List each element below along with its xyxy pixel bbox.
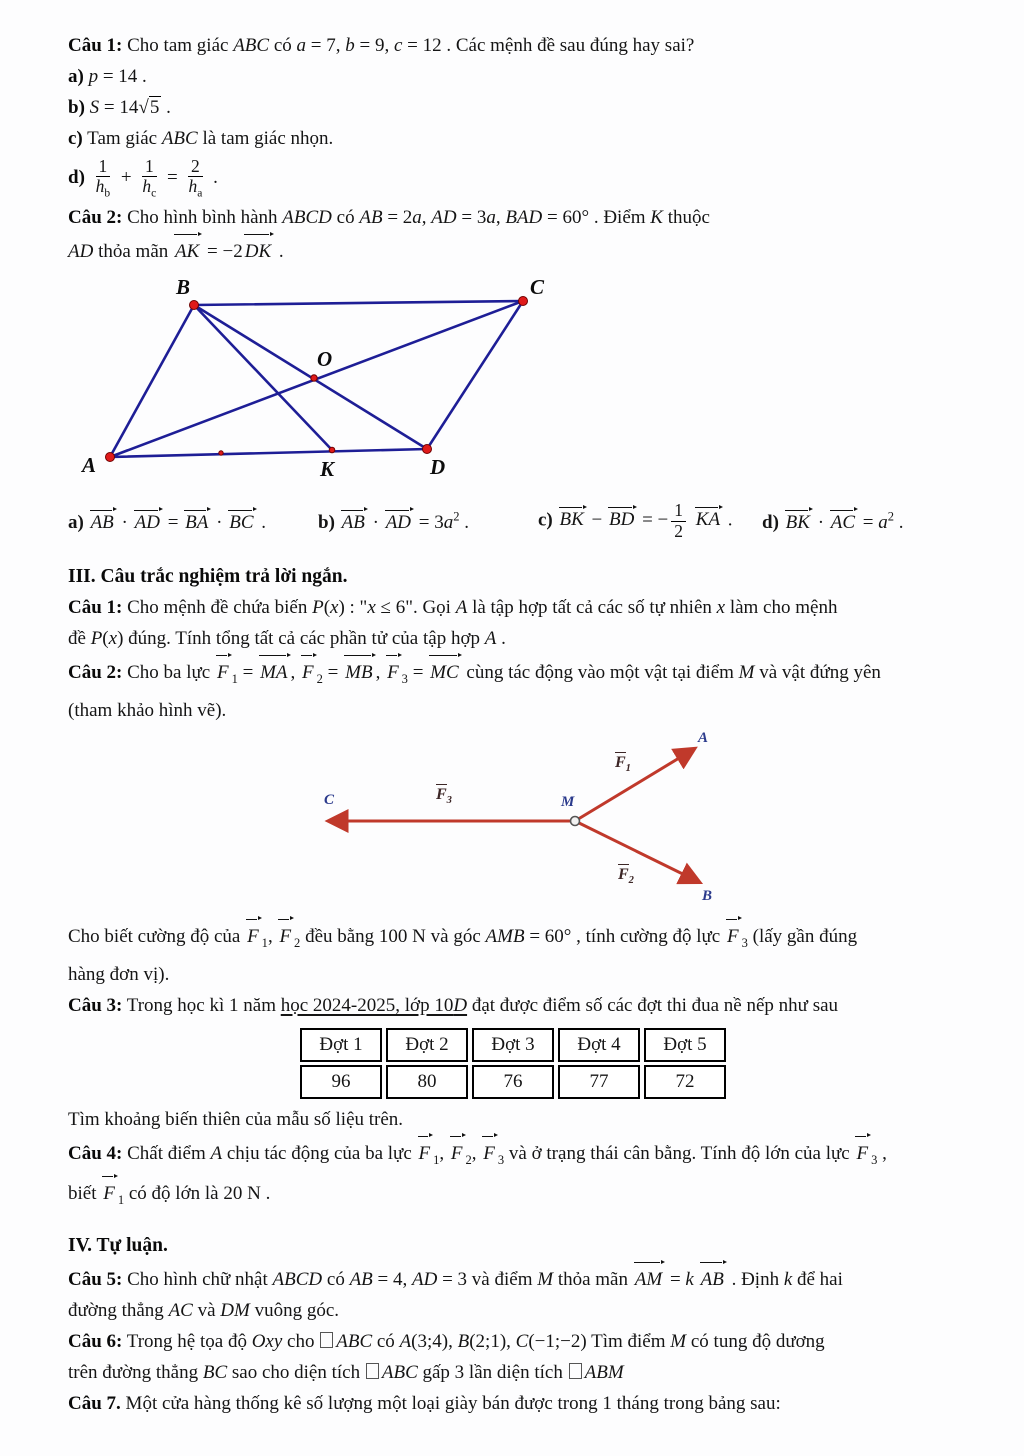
s4-q5-line2: đường thẳng AC và DM vuông góc. (68, 1300, 340, 1322)
parallelogram-drawing (74, 275, 556, 487)
s3-q2-line1: Câu 2: Cho ba lực F $_1$ = MA , F $_2$ = MB , F $_3$ = MC cùng tác động vào một vật tại điểm M và vật đứng yên (68, 654, 958, 695)
side-bc (194, 301, 523, 305)
point-k-dot (329, 447, 335, 453)
s3-q2-line4: hàng đơn vị). (68, 963, 170, 985)
s3-q4-line2: biết F $_1$ có độ lớn là 20 N . (68, 1175, 958, 1216)
table-cell: Đợt 5 (644, 1028, 726, 1062)
point-d-dot (423, 445, 432, 454)
table-cell: Đợt 4 (558, 1028, 640, 1062)
section-iii-heading: III. Câu trắc nghiệm trả lời ngắn. (68, 566, 348, 587)
midpoint-dot (219, 451, 223, 455)
s3-q2-line2: (tham khảo hình vẽ). (68, 699, 227, 721)
force-diagram (310, 728, 722, 914)
force-label-f1: $F_1$ (615, 753, 631, 774)
vertex-label-c: C (530, 275, 545, 299)
q1-option-a: a) p = 14 . (68, 66, 147, 87)
force-f1-arrow (575, 749, 694, 821)
point-b-dot (190, 301, 199, 310)
s3-q2-line3: Cho biết cường độ của F $_1$, F $_2$ đều bằng 100 N và góc AMB = 60° , tính cường độ lực F $_3$ (lấy gần đúng (68, 918, 958, 959)
q1-option-c: c) Tam giác ABC là tam giác nhọn. (68, 128, 334, 149)
point-a-dot (106, 453, 115, 462)
table-cell: Đợt 2 (386, 1028, 468, 1062)
force-point-label-a: A (698, 729, 709, 746)
s4-q7-statement: Câu 7. Một cửa hàng thống kê số lượng một loại giày bán được trong 1 tháng trong bảng sau: (68, 1393, 781, 1415)
force-point-label-b: B (702, 887, 713, 904)
force-drawing (310, 728, 722, 914)
side-ab (110, 305, 194, 457)
s3-q4-line1: Câu 4: Chất điểm A chịu tác động của ba lực F $_1$, F $_2$, F $_3$ và ở trạng thái cân bằng. Tính độ lớn của lực F $_3$ , (68, 1135, 958, 1176)
force-label-f2: $F_2$ (618, 865, 634, 886)
q2-option-d: d) BK · AC = $a^2$ . (762, 509, 904, 533)
table-cell: 76 (472, 1065, 554, 1099)
force-label-f3: $F_3$ (436, 785, 452, 806)
force-f2-arrow (575, 821, 699, 882)
vertex-label-b: B (176, 275, 191, 299)
force-point-label-m: M (561, 793, 575, 810)
q1-option-d: d) $\frac{1}{h_b}$ + $\frac{1}{h_c}$ = $\frac{2}{h_a}$ . (68, 155, 218, 200)
table-cell: Đợt 1 (300, 1028, 382, 1062)
s4-q6-line2: trên đường thẳng BC sao cho diện tích ABC gấp 3 lần diện tích ABM (68, 1362, 624, 1384)
s4-q5-line1: Câu 5: Cho hình chữ nhật ABCD có AB = 4, AD = 3 và điểm M thỏa mãn AM = k AB . Định k để hai (68, 1261, 958, 1295)
s4-q6-line1: Câu 6: Trong hệ tọa độ Oxy cho ABC có A(3;4), B(2;1), C(−1;−2) Tìm điểm M có tung độ dương (68, 1331, 825, 1353)
side-ad (110, 449, 427, 457)
point-o-dot (311, 375, 317, 381)
point-c-dot (519, 297, 528, 306)
point-m-dot (571, 816, 580, 825)
s3-q3-statement: Câu 3: Trong học kì 1 năm học 2024-2025, lớp 10D đạt được điểm số các đợt thi đua nề nếp như sau (68, 994, 839, 1016)
point-label-k: K (320, 457, 335, 481)
q2-option-a: a) AB · AD = BA · BC . (68, 509, 318, 534)
q1-statement: Câu 1: Cho tam giác ABC có a = 7, b = 9, c = 12 . Các mệnh đề sau đúng hay sai? (68, 35, 695, 56)
point-label-o: O (317, 347, 333, 371)
s3-q1-line2: đề P(x) đúng. Tính tổng tất cả các phần tử của tập hợp A . (68, 628, 506, 649)
side-cd (427, 301, 523, 449)
score-table-value-row (300, 1065, 726, 1099)
q2-options-row (68, 495, 958, 547)
q2-statement-line1: Câu 2: Cho hình bình hành ABCD có AB = 2a, AD = 3a, BAD = 60° . Điểm K thuộc (68, 207, 710, 228)
table-cell: 96 (300, 1065, 382, 1099)
vertex-label-a: A (82, 453, 97, 477)
q2-option-c: c) BK − BD = − $\frac{1}{2}$ KA . (538, 499, 733, 541)
s3-q3-question: Tìm khoảng biến thiên của mẫu số liệu trên. (68, 1108, 404, 1130)
q1-option-b: b) S = 14√5 . (68, 97, 171, 118)
score-table (296, 1025, 730, 1102)
table-cell: 77 (558, 1065, 640, 1099)
vertex-label-d: D (430, 455, 446, 479)
table-cell: Đợt 3 (472, 1028, 554, 1062)
section-iv-heading: IV. Tự luận. (68, 1235, 168, 1257)
table-cell: 80 (386, 1065, 468, 1099)
score-table-header-row (300, 1028, 726, 1062)
parallelogram-figure (74, 275, 556, 487)
table-cell: 72 (644, 1065, 726, 1099)
q2-statement-line2: AD thỏa mãn AK = −2 DK . (68, 233, 958, 267)
s3-q1-line1: Câu 1: Cho mệnh đề chứa biến P(x) : "x ≤ 6". Gọi A là tập hợp tất cả các số tự nhiên x làm cho mệnh (68, 597, 838, 618)
q2-option-b: b) AB · AD = $3a^2$ . (318, 509, 470, 533)
force-point-label-c: C (324, 791, 335, 808)
